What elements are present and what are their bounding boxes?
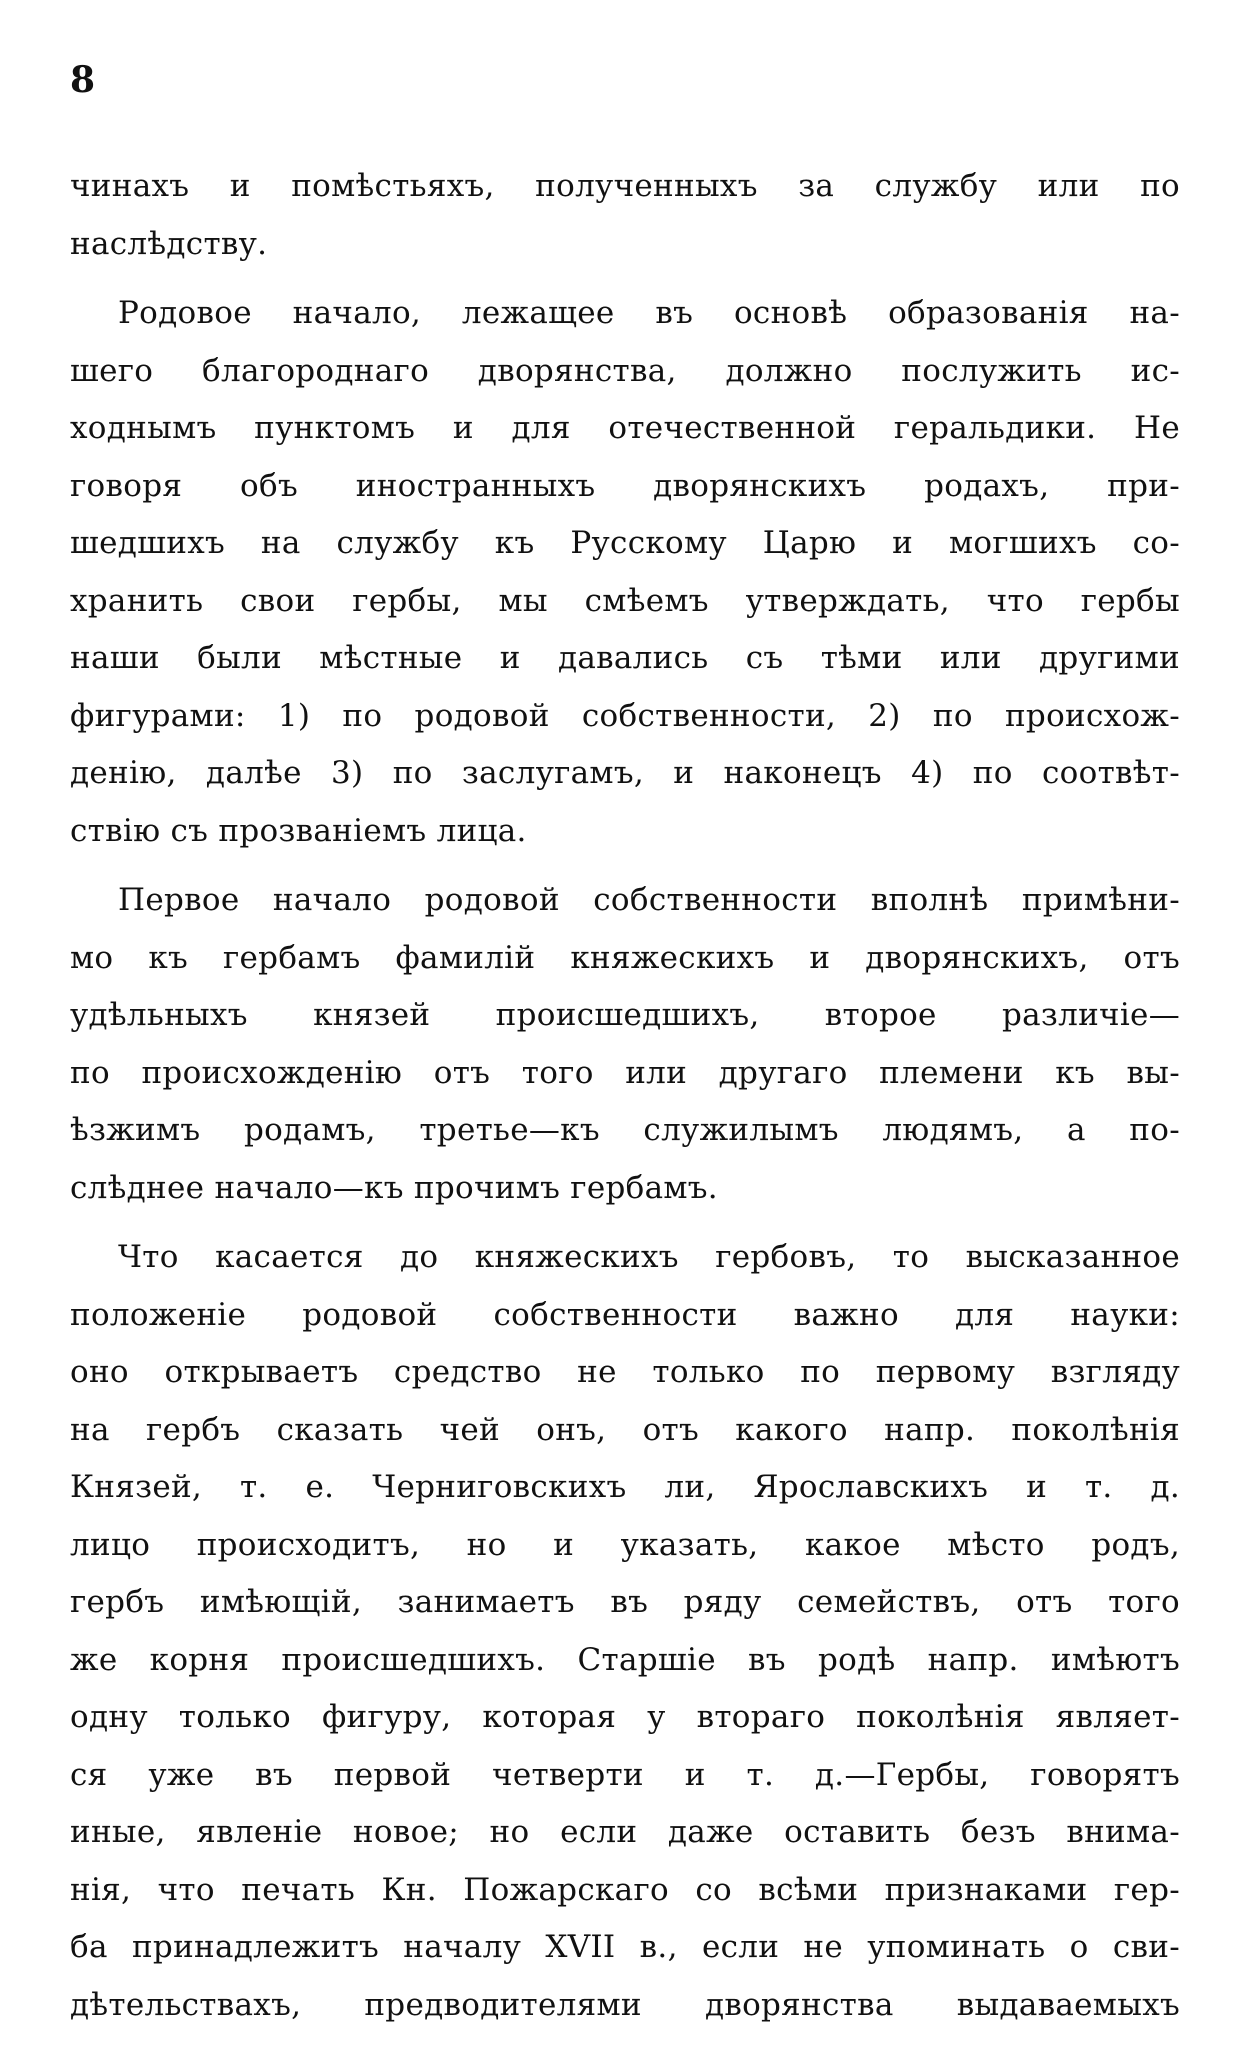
text-line: денію, далѣе 3) по заслугамъ, и наконецъ 4) по соотвѣт- bbox=[70, 755, 1180, 791]
paragraph-4 bbox=[70, 1229, 1180, 2034]
paragraph-3 bbox=[70, 872, 1180, 1217]
text-line: иные, явленіе новое; но если даже оставить безъ внима- bbox=[70, 1814, 1180, 1850]
text-line: фигурами: 1) по родовой собственности, 2) по происхож- bbox=[70, 697, 1180, 734]
text-line: шего благороднаго дворянства, должно послужить ис- bbox=[70, 352, 1180, 389]
text-line: говоря объ иностранныхъ дворянскихъ родахъ, при- bbox=[70, 467, 1180, 504]
text-line: же корня происшедшихъ. Старшіе въ родѣ напр. имѣютъ bbox=[70, 1641, 1180, 1678]
text-line: ся уже въ первой четверти и т. д.—Гербы, говорятъ bbox=[70, 1756, 1180, 1793]
text-line: на гербъ сказать чей онъ, отъ какого напр. поколѣнія bbox=[70, 1411, 1180, 1448]
text-line: чинахъ и помѣстьяхъ, полученныхъ за службу или по bbox=[70, 168, 1180, 204]
text-line: хранить свои гербы, мы смѣемъ утверждать, что гербы bbox=[70, 582, 1180, 619]
text-line: ба принадлежитъ началу XVII в., если не упоминать о сви- bbox=[70, 1929, 1180, 1965]
text-line: Князей, т. е. Черниговскихъ ли, Ярославскихъ и т. д. bbox=[70, 1469, 1180, 1505]
text-line: наши были мѣстные и давались съ тѣми или другими bbox=[70, 640, 1180, 676]
text-line: ходнымъ пунктомъ и для отечественной геральдики. Не bbox=[70, 410, 1180, 446]
text-line: Родовое начало, лежащее въ основѣ образованія на- bbox=[118, 295, 1180, 331]
text-line: положеніе родовой собственности важно для науки: bbox=[70, 1296, 1180, 1333]
text-line: нія, что печать Кн. Пожарскаго со всѣми признаками гер- bbox=[70, 1871, 1180, 1908]
text-line: ѣзжимъ родамъ, третье—къ служилымъ людямъ, а по- bbox=[70, 1112, 1180, 1148]
text-line: дѣтельствахъ, предводителями дворянства выдаваемыхъ bbox=[70, 1986, 1180, 2023]
text-line: ствію съ прозваніемъ лица. bbox=[70, 812, 527, 849]
text-line: слѣднее начало—къ прочимъ гербамъ. bbox=[70, 1169, 718, 1206]
text-line: Первое начало родовой собственности вполнѣ примѣни- bbox=[118, 882, 1180, 918]
page-number: 8 bbox=[70, 59, 96, 101]
paragraph-2 bbox=[70, 285, 1180, 860]
body-text bbox=[70, 158, 1180, 2034]
text-line: оно открываетъ средство не только по первому взгляду bbox=[70, 1354, 1180, 1390]
text-line: мо къ гербамъ фамилій княжескихъ и дворянскихъ, отъ bbox=[70, 939, 1180, 976]
text-line: шедшихъ на службу къ Русскому Царю и могшихъ со- bbox=[70, 525, 1180, 561]
text-line: наслѣдству. bbox=[70, 225, 268, 262]
text-line: удѣльныхъ князей происшедшихъ, второе различіе— bbox=[70, 997, 1180, 1033]
text-line: гербъ имѣющій, занимаетъ въ ряду семействъ, отъ того bbox=[70, 1584, 1180, 1620]
text-line: лицо происходитъ, но и указать, какое мѣсто родъ, bbox=[70, 1526, 1180, 1563]
text-line: по происхожденію отъ того или другаго племени къ вы- bbox=[70, 1054, 1180, 1091]
paragraph-1 bbox=[70, 158, 1180, 273]
text-line: Что касается до княжескихъ гербовъ, то высказанное bbox=[118, 1239, 1180, 1275]
text-line: одну только фигуру, которая у втораго поколѣнія являет- bbox=[70, 1699, 1180, 1735]
